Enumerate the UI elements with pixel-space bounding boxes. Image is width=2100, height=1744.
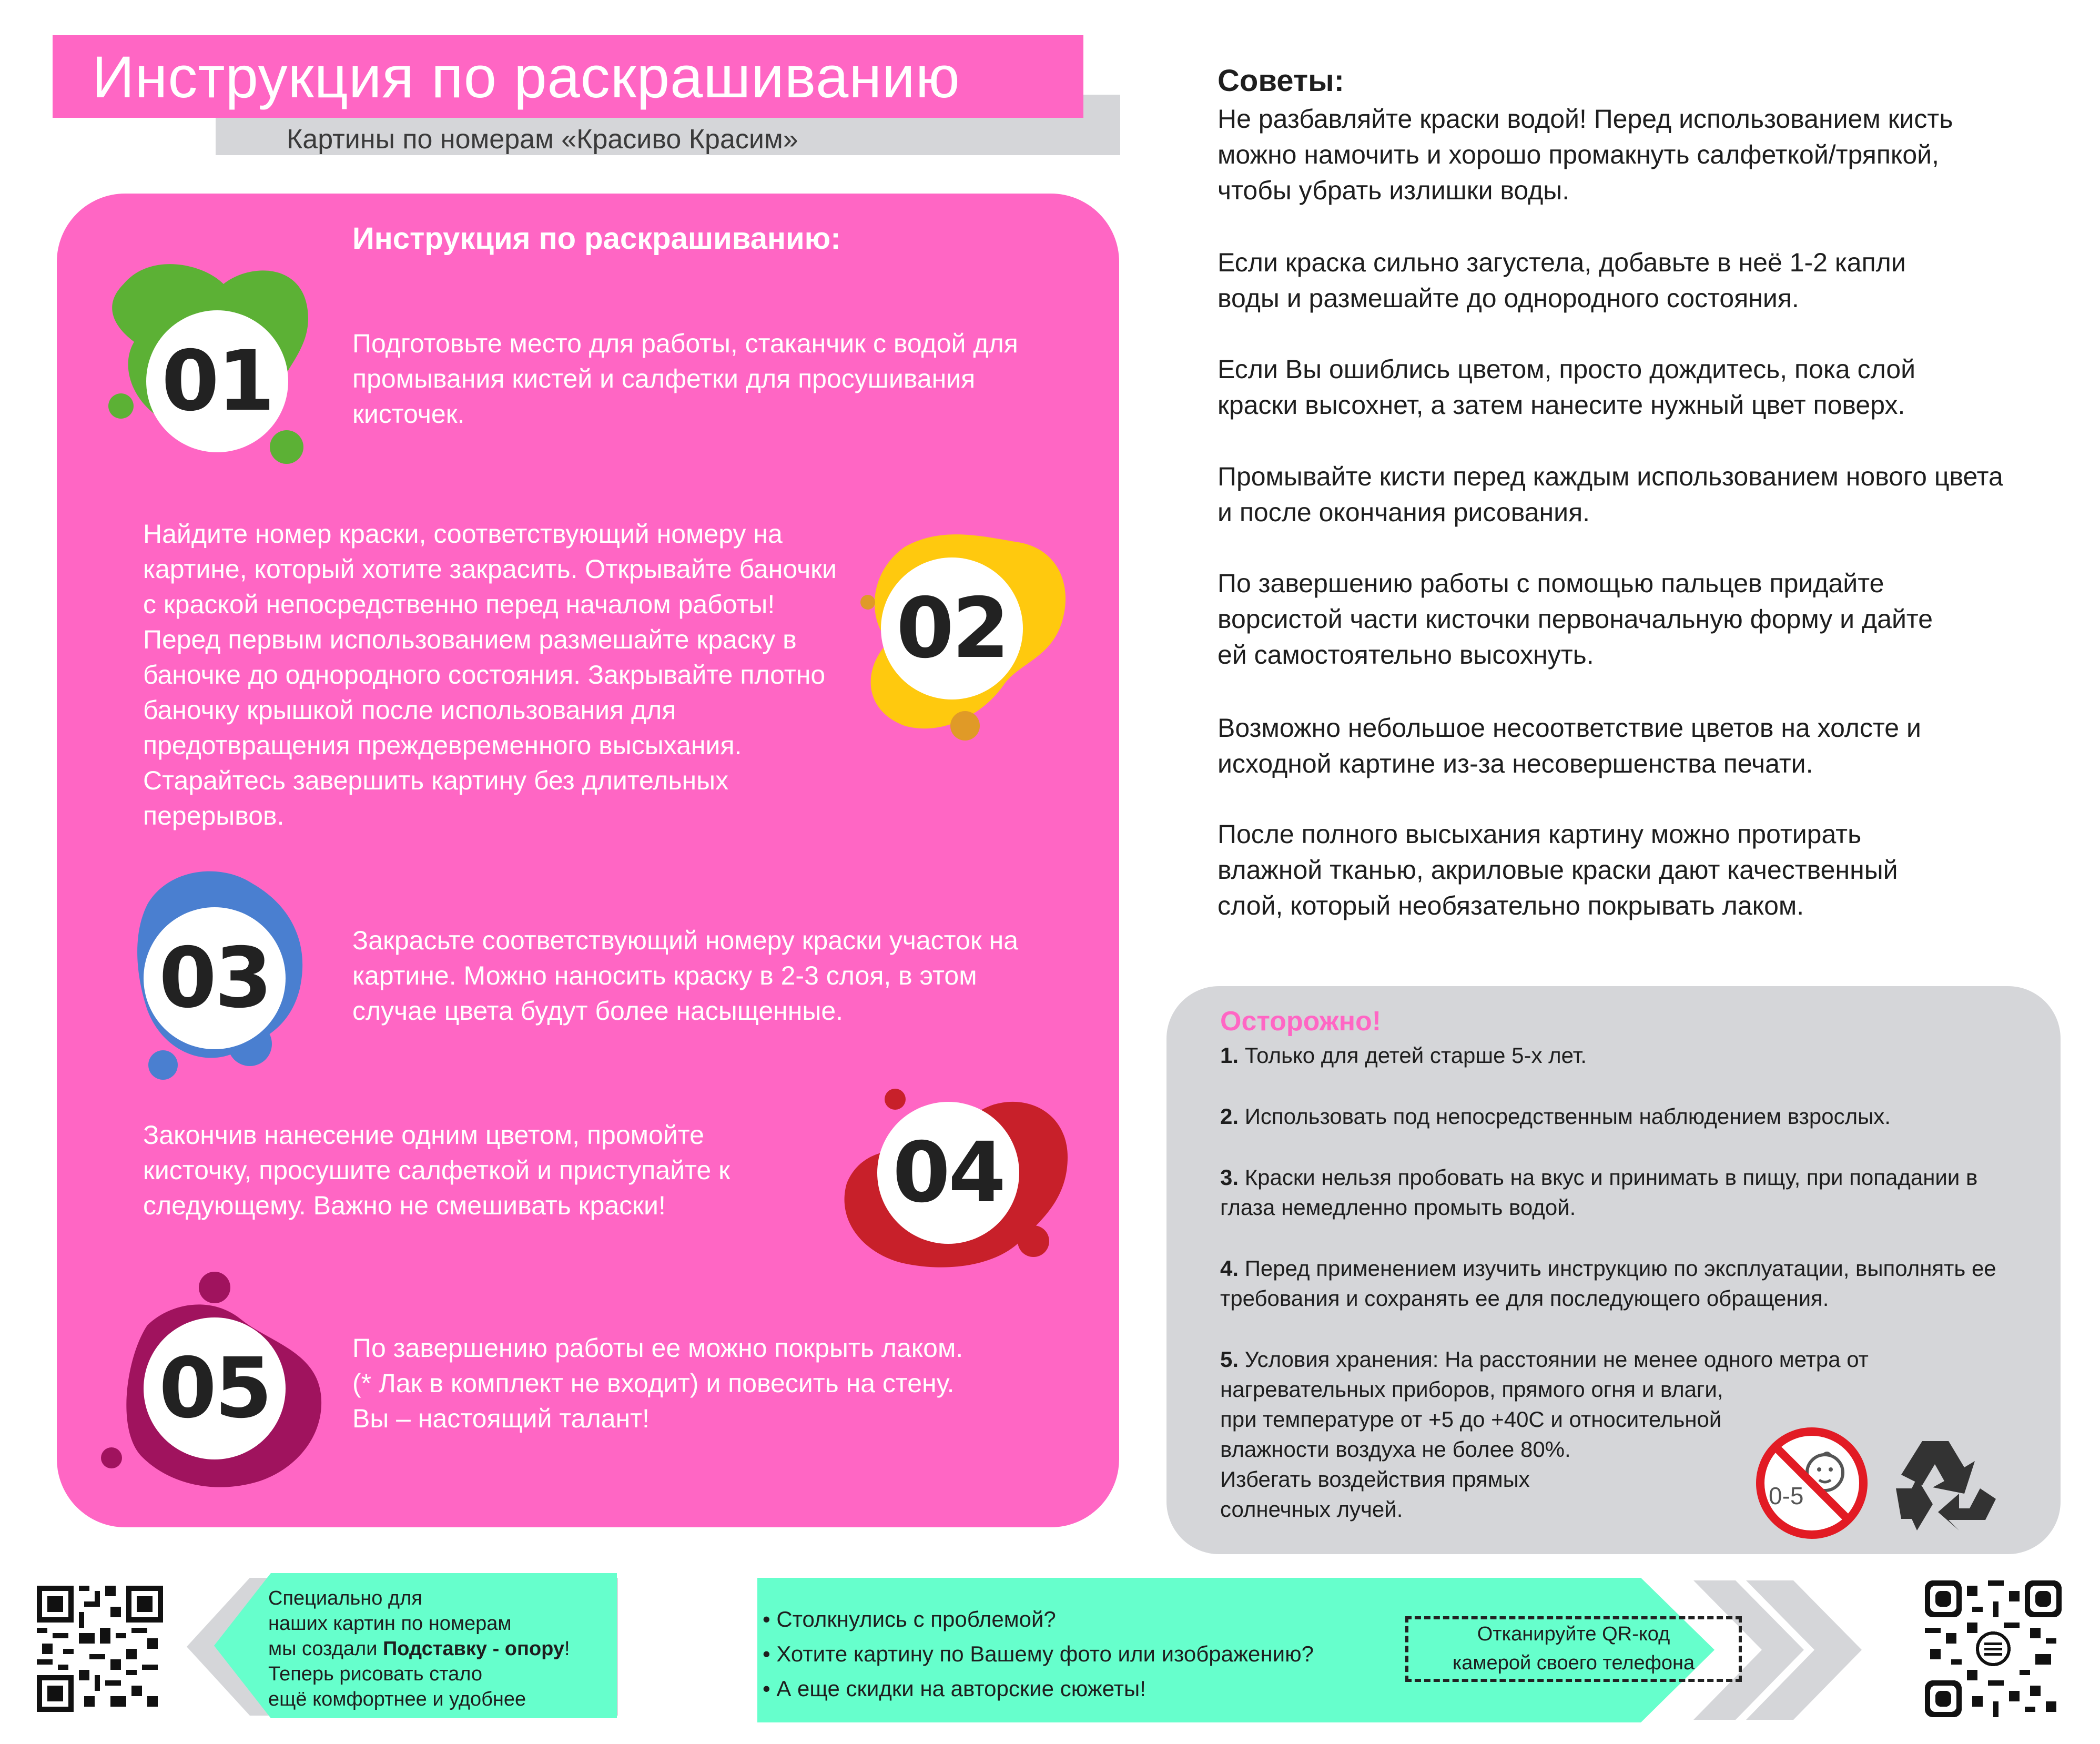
caution-item-5-num: 5.: [1220, 1347, 1239, 1372]
step-04-line-1: Закончив нанесение одним цветом, промойте: [143, 1120, 704, 1150]
step-04-number: 04: [877, 1102, 1019, 1244]
right-banner-bullets: [763, 1602, 1314, 1706]
caution-item-4-line-2: требования и сохранять ее для последующего обращения.: [1220, 1286, 1829, 1311]
caution-item-5-line-3: при температуре от +5 до +40С и относительной: [1220, 1407, 1722, 1432]
step-05-number: 05: [144, 1317, 286, 1459]
step-02-line-3: с краской непосредственно перед началом работы!: [143, 590, 775, 619]
step-05-line-2: (* Лак в комплект не входит) и повесить на стену.: [352, 1368, 955, 1398]
tip-2: [1218, 245, 1906, 316]
step-04-line-2: кисточку, просушите салфеткой и приступайте к: [143, 1155, 730, 1185]
caution-item-5-line-2: нагревательных приборов, прямого огня и влаги,: [1220, 1377, 1723, 1402]
step-02-line-4: Перед первым использованием размешайте краску в: [143, 625, 797, 654]
stand-product-name: Подставку - опору: [382, 1638, 565, 1660]
page-subtitle: Картины по номерам «Красиво Красим»: [287, 124, 798, 155]
step-05-line-3: Вы – настоящий талант!: [352, 1404, 650, 1433]
step-02-line-2: картине, который хотите закрасить. Открывайте баночки: [143, 554, 837, 584]
step-02-line-7: предотвращения преждевременного высыхания.: [143, 731, 742, 760]
left-banner-line-4: Теперь рисовать стало: [268, 1663, 482, 1685]
tip-1: [1218, 101, 1953, 208]
tip-2-line-1: Если краска сильно загустела, добавьте в неё 1-2 капли: [1218, 248, 1906, 277]
step-01-line-3: кисточек.: [352, 399, 465, 429]
step-04-text: [143, 1118, 730, 1223]
tip-7-line-2: влажной тканью, акриловые краски дают качественный: [1218, 855, 1898, 885]
qr-hint-line-1: Отканируйте QR-код: [1477, 1623, 1670, 1645]
caution-item-1-line-1: Только для детей старше 5-х лет.: [1244, 1043, 1587, 1068]
tip-1-line-2: можно намочить и хорошо промакнуть салфеткой/тряпкой,: [1218, 140, 1939, 169]
caution-item-2: [1220, 1101, 1891, 1131]
tip-1-line-1: Не разбавляйте краски водой! Перед использованием кисть: [1218, 104, 1953, 134]
tip-5-line-1: По завершению работы с помощью пальцев придайте: [1218, 569, 1884, 598]
step-01-number: 01: [146, 310, 288, 452]
step-02-line-5: баночке до однородного состояния. Закрывайте плотно: [143, 660, 826, 690]
left-banner-line-3-post: !: [564, 1638, 570, 1660]
tip-1-line-3: чтобы убрать излишки воды.: [1218, 176, 1570, 205]
caution-item-4-num: 4.: [1220, 1256, 1239, 1281]
tip-5-line-2: ворсистой части кисточки первоначальную форму и дайте: [1218, 604, 1933, 634]
step-03-number: 03: [144, 907, 286, 1049]
qr-hint-line-2: камерой своего телефона: [1452, 1652, 1695, 1674]
tip-7-line-1: После полного высыхания картину можно протирать: [1218, 819, 1862, 849]
step-05-text: [352, 1331, 963, 1436]
step-01-line-1: Подготовьте место для работы, стаканчик с водой для: [352, 329, 1018, 358]
caution-item-3-line-1: Краски нельзя пробовать на вкус и принимать в пищу, при попадании в: [1244, 1165, 1978, 1190]
qr-code-left[interactable]: [37, 1586, 163, 1712]
step-01-line-2: промывания кистей и салфетки для просушивания: [352, 364, 976, 393]
step-02-line-6: баночку крышкой после использования для: [143, 695, 676, 725]
step-02-line-8: Старайтесь завершить картину без длительных: [143, 766, 729, 795]
tip-5-line-3: ей самостоятельно высохнуть.: [1218, 640, 1594, 670]
caution-item-1: [1220, 1040, 1587, 1070]
step-02-text: [143, 516, 837, 834]
step-03-line-1: Закрасьте соответствующий номеру краски участок на: [352, 926, 1019, 955]
tip-6-line-1: Возможно небольшое несоответствие цветов на холсте и: [1218, 713, 1921, 743]
instructions-heading: Инструкция по раскрашиванию:: [352, 221, 841, 256]
qr-code-right[interactable]: [1925, 1580, 2062, 1717]
bullet-discounts: • А еще скидки на авторские сюжеты!: [763, 1676, 1146, 1701]
tip-6-line-2: исходной картине из-за несовершенства печати.: [1218, 749, 1813, 778]
left-banner-line-2: наших картин по номерам: [268, 1613, 512, 1635]
caution-item-4: [1220, 1253, 1996, 1313]
caution-item-5-line-1: Условия хранения: На расстоянии не менее одного метра от: [1244, 1347, 1869, 1372]
caution-item-3: [1220, 1162, 1977, 1222]
tip-3: [1218, 351, 1915, 423]
caution-item-2-num: 2.: [1220, 1104, 1239, 1129]
caution-item-5-line-5: Избегать воздействия прямых: [1220, 1467, 1530, 1492]
page-title: Инструкция по раскрашиванию: [92, 44, 960, 110]
bullet-problem: • Столкнулись с проблемой?: [763, 1607, 1056, 1631]
step-05-line-1: По завершению работы ее можно покрыть лаком.: [352, 1333, 963, 1363]
caution-item-1-num: 1.: [1220, 1043, 1239, 1068]
caution-item-3-line-2: глаза немедленно промыть водой.: [1220, 1195, 1576, 1220]
left-banner-line-1: Специально для: [268, 1587, 422, 1609]
tip-3-line-2: краски высохнет, а затем нанесите нужный цвет поверх.: [1218, 390, 1905, 420]
tip-6: [1218, 710, 1921, 782]
step-01-text: [352, 326, 1018, 432]
caution-item-2-line-1: Использовать под непосредственным наблюдением взрослых.: [1244, 1104, 1891, 1129]
tip-5: [1218, 565, 1933, 673]
left-banner-text: [268, 1586, 570, 1712]
tip-3-line-1: Если Вы ошиблись цветом, просто дождитесь, пока слой: [1218, 354, 1916, 384]
step-04-line-3: следующему. Важно не смешивать краски!: [143, 1191, 666, 1220]
step-03-line-3: случае цвета будут более насыщенные.: [352, 996, 844, 1026]
step-03-text: [352, 923, 1018, 1029]
no-children-under-5-icon: [1754, 1425, 1870, 1541]
step-02-line-9: перерывов.: [143, 801, 285, 830]
tip-7-line-3: слой, который необязательно покрывать лаком.: [1218, 891, 1804, 920]
tip-2-line-2: воды и размешайте до однородного состояния.: [1218, 283, 1799, 313]
tip-7: [1218, 816, 1898, 924]
age-label: 0-5: [1769, 1482, 1804, 1509]
step-02-line-1: Найдите номер краски, соответствующий номеру на: [143, 519, 783, 549]
left-banner-line-3-pre: мы создали: [268, 1638, 383, 1660]
qr-hint-text: [1405, 1620, 1742, 1678]
recycle-icon: [1885, 1431, 2001, 1536]
caution-item-3-num: 3.: [1220, 1165, 1239, 1190]
tip-4-line-2: и после окончания рисования.: [1218, 498, 1590, 527]
caution-item-4-line-1: Перед применением изучить инструкцию по эксплуатации, выполнять ее: [1244, 1256, 1996, 1281]
step-03-line-2: картине. Можно наносить краску в 2-3 слоя, в этом: [352, 961, 977, 990]
left-banner-line-5: ещё комфортнее и удобнее: [268, 1688, 526, 1710]
tip-4-line-1: Промывайте кисти перед каждым использованием нового цвета: [1218, 462, 2003, 491]
step-02-number: 02: [881, 557, 1023, 699]
tip-4: [1218, 459, 2003, 530]
left-banner-line-3: [268, 1636, 570, 1661]
tips-heading: Советы:: [1218, 64, 1344, 98]
caution-item-5-line-4: влажности воздуха не более 80%.: [1220, 1437, 1571, 1462]
caution-title: Осторожно!: [1220, 1006, 1382, 1037]
caution-item-5-line-6: солнечных лучей.: [1220, 1497, 1403, 1522]
bullet-custom-photo: • Хотите картину по Вашему фото или изображению?: [763, 1641, 1314, 1666]
